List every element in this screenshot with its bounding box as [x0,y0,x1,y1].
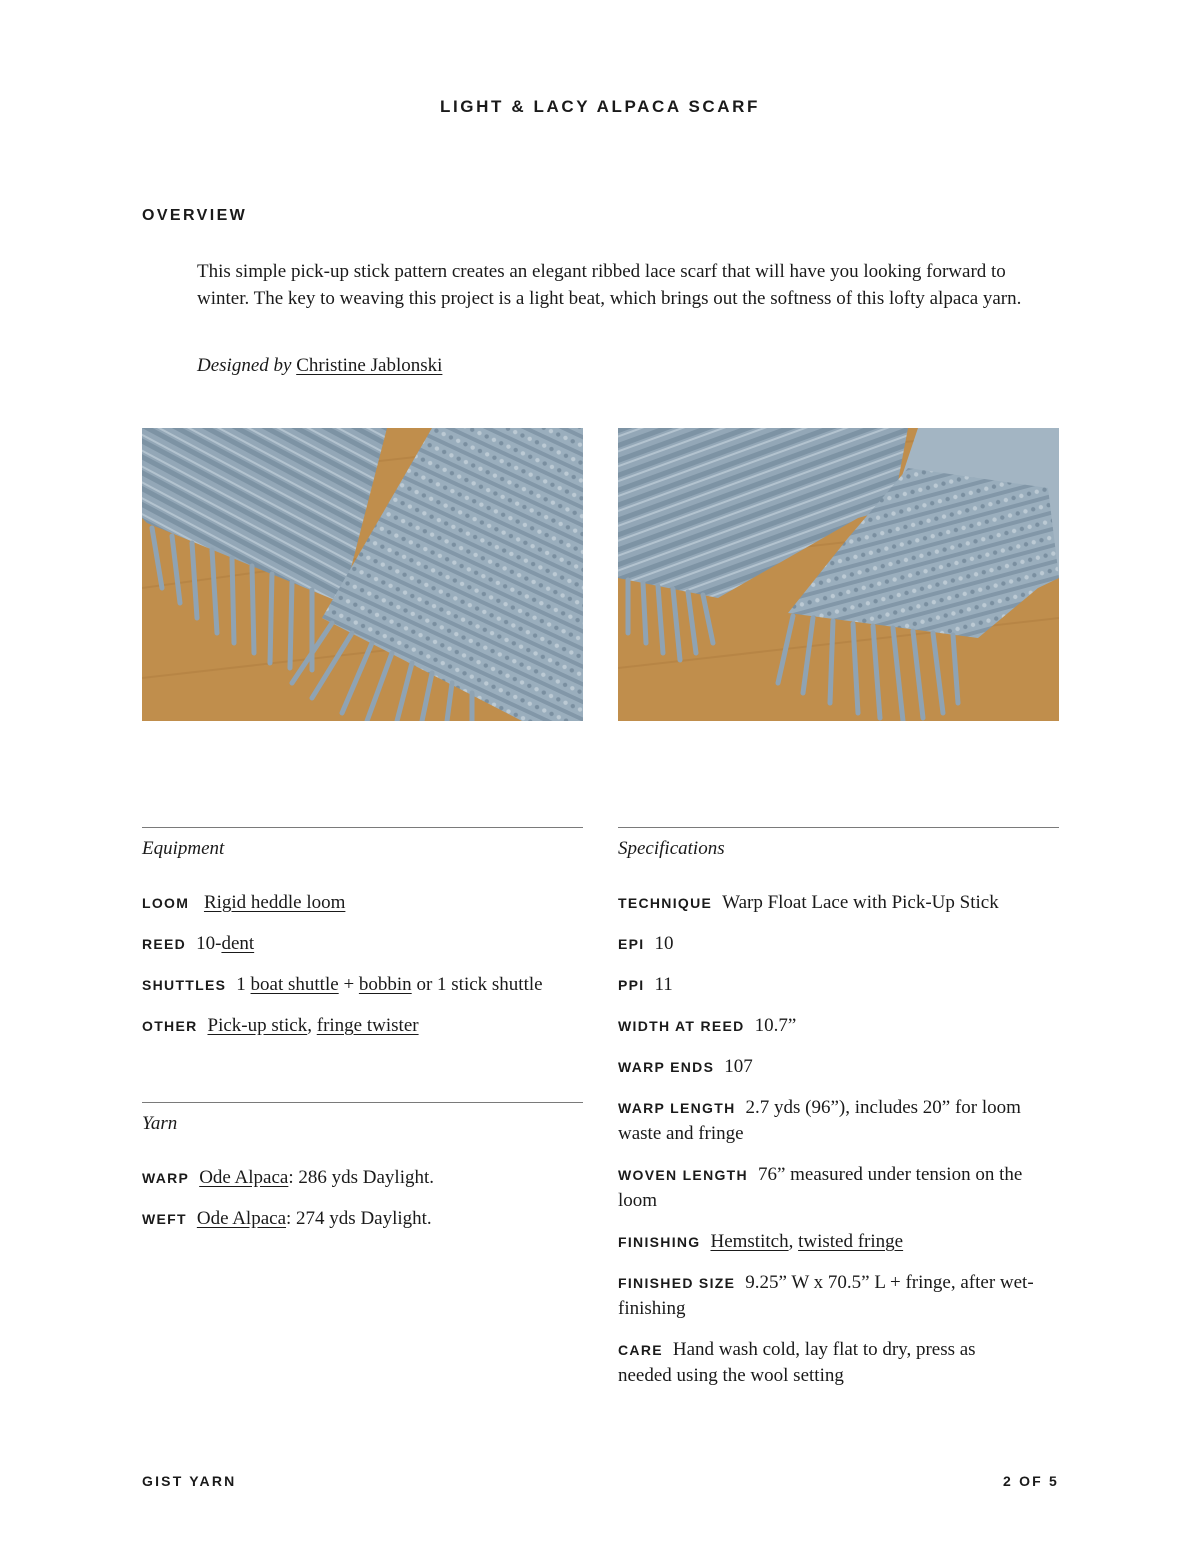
woven-length-value: 76” measured under tension on the loom [618,1164,1023,1211]
woven-length-label: WOVEN LENGTH [618,1167,748,1183]
finishing-sep: , [788,1231,799,1252]
specifications-section [618,827,1059,1389]
weft-label: WEFT [142,1211,187,1227]
spec-woven-length [618,1162,1059,1214]
warp-length-value: 2.7 yds (96”), includes 20” for loom waste and fringe [618,1097,1021,1144]
other-label: OTHER [142,1018,198,1034]
spec-care [618,1337,988,1389]
care-value: Hand wash cold, lay flat to dry, press as needed using the wool setting [618,1339,976,1386]
yarn-warp [142,1165,583,1191]
boat-shuttle-link[interactable]: boat shuttle [250,974,339,995]
loom-label: LOOM [142,895,190,911]
warp-yarn-link[interactable]: Ode Alpaca [199,1167,289,1188]
bobbin-link[interactable]: bobbin [358,974,412,995]
equipment-other [142,1013,583,1039]
equipment-loom [142,890,583,916]
finished-size-label: FINISHED SIZE [618,1275,736,1291]
width-at-reed-value: 10.7” [754,1015,797,1036]
reed-label: REED [142,936,187,952]
care-label: CARE [618,1342,663,1358]
finished-size-value: 9.25” W x 70.5” L + fringe, after wet-finishing [618,1272,1034,1319]
shuttles-pre: 1 [236,974,251,995]
ppi-value: 11 [654,974,673,995]
equipment-heading: Equipment [142,838,225,859]
shuttles-label: SHUTTLES [142,977,227,993]
weft-yarn-link[interactable]: Ode Alpaca [196,1208,287,1229]
yarn-heading: Yarn [142,1113,178,1134]
overview-heading: OVERVIEW [142,207,248,224]
width-at-reed-label: WIDTH AT REED [618,1018,745,1034]
warp-length-label: WARP LENGTH [618,1100,736,1116]
technique-label: TECHNIQUE [618,895,713,911]
shuttles-mid: + [338,974,359,995]
document-title: LIGHT & LACY ALPACA SCARF [440,97,760,116]
spec-finished-size [618,1270,1059,1322]
spec-warp-length [618,1095,1059,1147]
spec-width-at-reed [618,1013,1059,1039]
other-sep: , [307,1015,317,1036]
epi-value: 10 [654,933,674,954]
spec-ppi [618,972,1059,998]
dent-link[interactable]: dent [221,933,255,954]
spec-warp-ends [618,1054,1059,1080]
equipment-shuttles [142,972,583,998]
reed-prefix: 10- [196,933,222,954]
designed-by-label: Designed by [197,355,292,376]
shuttles-post: or 1 stick shuttle [411,974,543,995]
overview-paragraph: This simple pick-up stick pattern creates an elegant ribbed lace scarf that will have you looking forward to winter. The key to weaving this project is a light beat, which brings out the softness of this lofty alpaca yarn. [197,261,1022,309]
warp-yarn-value: : 286 yds Daylight. [288,1167,435,1188]
designer-credit [197,355,442,377]
technique-value: Warp Float Lace with Pick-Up Stick [722,892,999,913]
pick-up-stick-link[interactable]: Pick-up stick [207,1015,308,1036]
hemstitch-link[interactable]: Hemstitch [710,1231,789,1252]
weft-yarn-value: : 274 yds Daylight. [286,1208,432,1229]
equipment-reed [142,931,583,957]
yarn-weft [142,1206,583,1232]
warp-ends-value: 107 [724,1056,753,1077]
twisted-fringe-link[interactable]: twisted fringe [798,1231,904,1252]
loom-link[interactable]: Rigid heddle loom [203,892,346,913]
scarf-photo-left [142,428,583,721]
designer-link[interactable]: Christine Jablonski [296,355,443,376]
finishing-label: FINISHING [618,1234,701,1250]
spec-finishing [618,1229,1059,1255]
warp-label: WARP [142,1170,190,1186]
footer-page-number: 2 OF 5 [1003,1473,1059,1489]
warp-ends-label: WARP ENDS [618,1059,715,1075]
spec-technique [618,890,1059,916]
footer-brand: GIST YARN [142,1473,237,1489]
spec-epi [618,931,1059,957]
yarn-section [142,1102,583,1232]
fringe-twister-link[interactable]: fringe twister [316,1015,419,1036]
equipment-section [142,827,583,1039]
scarf-photo-right [618,428,1059,721]
specifications-heading: Specifications [618,838,725,859]
ppi-label: PPI [618,977,645,993]
epi-label: EPI [618,936,645,952]
